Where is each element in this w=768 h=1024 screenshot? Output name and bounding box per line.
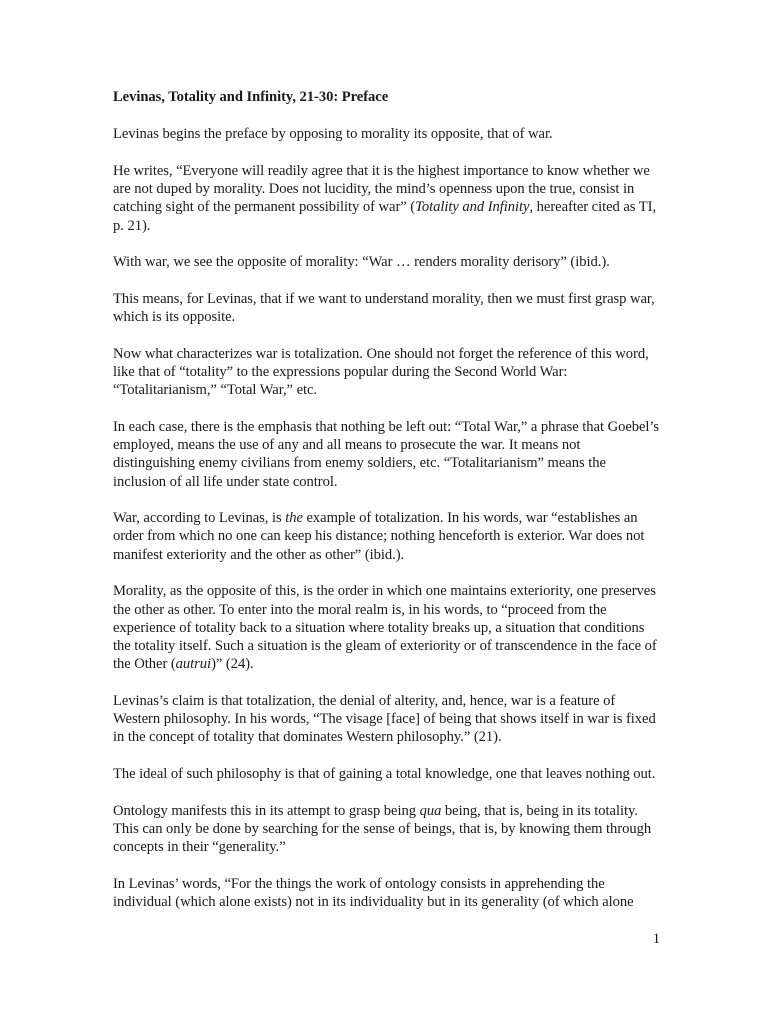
paragraph-text: Levinas begins the preface by opposing to morality its opposite, that of war. [113, 126, 553, 143]
paragraph-text: He writes, “Everyone will readily agree that it is the highest importance to know whether we are not duped by morality. Does not lucidity, the mind’s openness upon the true, consist in catching sight of the permanent possibility of war” ( [113, 162, 650, 216]
paragraph [113, 162, 661, 235]
paragraph [113, 125, 661, 143]
paragraph-text: In Levinas’ words, “For the things the work of ontology consists in apprehending the individual (which alone exists) not in its individuality but in its generality (of which alone [113, 875, 634, 910]
paragraph-text: Morality, as the opposite of this, is the order in which one maintains exteriority, one preserves the other as other. To enter into the moral realm is, in his words, to “proceed from the experience of totality back to a situation where totality breaks up, a situation that conditions the totality itself. Such a situation is the gleam of exteriority or of transcendence in the face of the Other ( [113, 583, 657, 673]
paragraph [113, 802, 661, 857]
paragraph-text: With war, we see the opposite of morality: “War … renders morality derisory” (ibid.). [113, 254, 610, 271]
paragraph [113, 765, 661, 783]
paragraph-text: This means, for Levinas, that if we want to understand morality, then we must first grasp war, which is its opposite. [113, 290, 655, 326]
paragraph-text: , hereafter cited as TI, p. 21). [113, 199, 657, 234]
italic-text: qua [419, 802, 442, 819]
paragraph-text: Ontology manifests this in its attempt to grasp being [113, 802, 420, 819]
paragraph [113, 692, 661, 747]
document-title: Levinas, Totality and Infinity, 21-30: Preface [113, 89, 389, 105]
paragraph [113, 418, 661, 491]
document-body [113, 88, 661, 930]
paragraph-text: Levinas’s claim is that totalization, the denial of alterity, and, hence, war is a feature of Western philosophy. In his words, “The visage [face] of being that shows itself in war is fixed in the concept of totality that dominates Western philosophy.” (21). [113, 692, 656, 746]
paragraph-text: In each case, there is the emphasis that nothing be left out: “Total War,” a phrase that Goebel’s employed, means the use of any and all means to prosecute the war. It means not distinguishing enemy civilians from enemy soldiers, etc. “Totalitarianism” means the inclusion of all life under state control. [113, 418, 660, 490]
paragraph-text: War, according to Levinas, is [113, 510, 286, 527]
paragraph [113, 509, 661, 564]
paragraph-text: being, that is, being in its totality. This can only be done by searching for the sense of beings, that is, by knowing them through concepts in their “generality.” [113, 802, 652, 856]
italic-text: the [285, 510, 303, 527]
paragraph [113, 345, 661, 400]
italic-text: autrui [175, 656, 212, 673]
paragraph [113, 290, 661, 326]
paragraph [113, 582, 661, 673]
paragraph-text: example of totalization. In his words, war “establishes an order from which no one can keep his distance; nothing henceforth is exterior. War does not manifest exteriority and the other as other” (ibid.). [113, 510, 645, 563]
paragraph [113, 875, 661, 911]
paragraph [113, 253, 661, 271]
page-number: 1 [652, 931, 660, 947]
paragraph-text: Now what characterizes war is totalization. One should not forget the reference of this word, like that of “totality” to the expressions popular during the Second World War: “Totalitarianism,” “Total War,” etc. [113, 345, 649, 399]
paragraph-text: )” (24). [211, 656, 254, 673]
paragraph-text: The ideal of such philosophy is that of gaining a total knowledge, one that leaves nothing out. [113, 765, 656, 782]
italic-text: Totality and Infinity [415, 199, 530, 216]
